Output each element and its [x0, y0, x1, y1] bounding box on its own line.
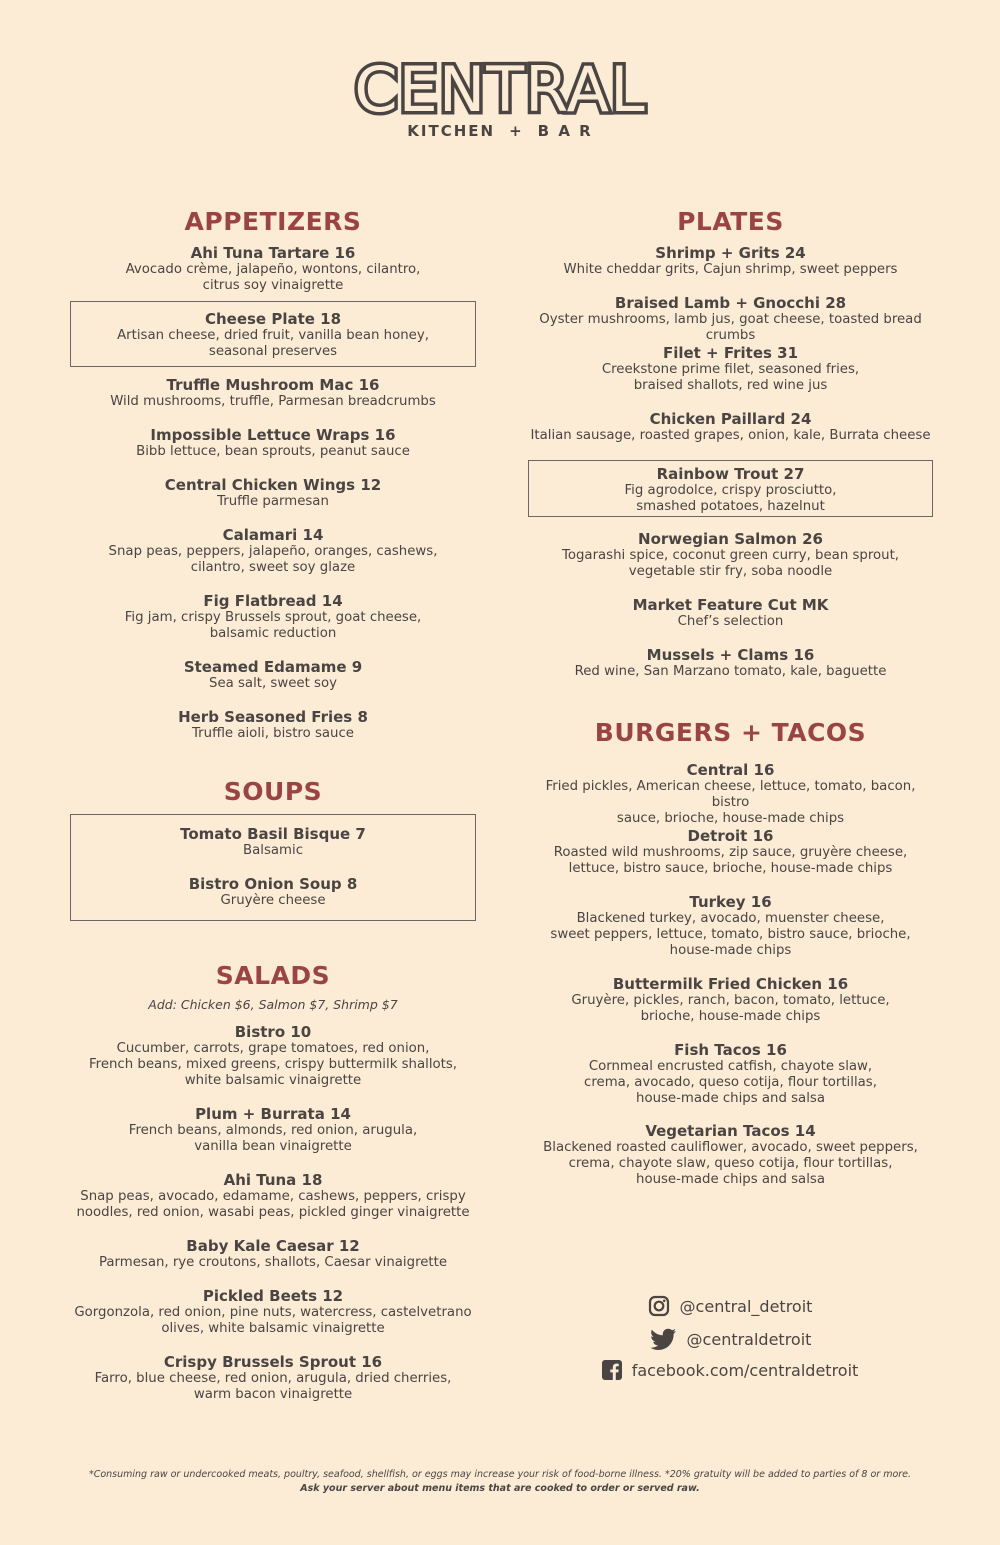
menu-item	[70, 592, 476, 642]
menu-item	[528, 975, 933, 1025]
logo-title: CENTRAL	[354, 53, 646, 126]
menu-item-description: Snap peas, avocado, edamame, cashews, peppers, crispy	[80, 1189, 466, 1204]
menu-item	[70, 825, 476, 859]
menu-item	[528, 244, 933, 278]
menu-item-description: seasonal preserves	[208, 344, 338, 359]
left-column	[70, 0, 476, 1545]
menu-item-description: Farro, blue cheese, red onion, arugula, dried cherries,	[94, 1371, 452, 1386]
menu-item-description: Chef’s selection	[677, 614, 784, 629]
menu-item-description: Roasted wild mushrooms, zip sauce, gruyère cheese,	[553, 845, 908, 860]
instagram-link[interactable]	[560, 1295, 900, 1317]
menu-item-name: Impossible Lettuce Wraps 16	[150, 426, 396, 444]
menu-item-description: vegetable stir fry, soba noodle	[628, 564, 833, 579]
salads-add-on-note: Add: Chicken $6, Salmon $7, Shrimp $7	[148, 997, 398, 1012]
menu-item-description: smashed potatoes, hazelnut	[636, 499, 825, 514]
menu-item-name: Ahi Tuna 18	[223, 1171, 323, 1189]
menu-item-description: Fig agrodolce, crispy prosciutto,	[624, 483, 837, 498]
menu-item-description: Gorgonzola, red onion, pine nuts, watercress, castelvetrano	[74, 1305, 472, 1320]
menu-item-description: Artisan cheese, dried fruit, vanilla bean honey,	[117, 328, 429, 343]
menu-item-name: Pickled Beets 12	[202, 1287, 344, 1305]
menu-item-description: Sea salt, sweet soy	[209, 676, 337, 691]
menu-item-description: Fig jam, crispy Brussels sprout, goat cheese,	[124, 610, 422, 625]
menu-item-name: Fig Flatbread 14	[203, 592, 343, 610]
menu-item	[70, 1105, 476, 1155]
rainbow-trout-highlight-box	[528, 460, 933, 517]
menu-item-description: house-made chips and salsa	[636, 1172, 825, 1187]
logo-sub-plus: +	[509, 122, 524, 140]
plates-title: PLATES	[677, 207, 784, 236]
menu-item-description: Wild mushrooms, truffle, Parmesan breadcrumbs	[110, 394, 436, 409]
menu-item-description: French beans, mixed greens, crispy buttermilk shallots,	[88, 1057, 458, 1072]
menu-item-description: cilantro, sweet soy glaze	[190, 560, 356, 575]
twitter-icon	[649, 1328, 677, 1350]
menu-item-name: Tomato Basil Bisque 7	[180, 825, 366, 843]
menu-item-name: Cheese Plate 18	[204, 310, 342, 328]
cheese-plate-highlight-box	[70, 301, 476, 367]
menu-item-description: Fried pickles, American cheese, lettuce, tomato, bacon, bistro	[545, 779, 916, 810]
menu-item-description: Gruyère, pickles, ranch, bacon, tomato, lettuce,	[571, 993, 890, 1008]
menu-item-name: Filet + Frites 31	[662, 344, 799, 362]
menu-item-description: Togarashi spice, coconut green curry, bean sprout,	[561, 548, 900, 563]
menu-item-description: braised shallots, red wine jus	[633, 378, 828, 393]
menu-item-description: house-made chips and salsa	[636, 1091, 825, 1106]
menu-item-description: warm bacon vinaigrette	[193, 1387, 353, 1402]
menu-item-description: Blackened roasted cauliflower, avocado, sweet peppers,	[543, 1140, 918, 1155]
instagram-icon	[648, 1295, 670, 1317]
menu-item-name: Truffle Mushroom Mac 16	[166, 376, 380, 394]
soups-title: SOUPS	[223, 777, 323, 806]
menu-item	[528, 761, 933, 827]
menu-item-description: citrus soy vinaigrette	[202, 278, 344, 293]
menu-item-description: white balsamic vinaigrette	[184, 1073, 362, 1088]
facebook-url: facebook.com/centraldetroit	[631, 1360, 859, 1380]
menu-item-name: Chicken Paillard 24	[649, 410, 812, 428]
menu-item-description: Truffle aioli, bistro sauce	[192, 726, 354, 741]
footer-line-1: *Consuming raw or undercooked meats, poultry, seafood, shellfish, or eggs may increase your risk of food-borne illness. *20% gratuity will be added to parties of 8 or more.	[88, 1469, 912, 1480]
menu-item	[528, 827, 933, 877]
menu-item-description: sauce, brioche, house-made chips	[616, 811, 845, 826]
menu-item-description: crumbs	[705, 328, 756, 343]
menu-item-description: sweet peppers, lettuce, tomato, bistro sauce, brioche,	[550, 927, 911, 942]
menu-item-name: Central 16	[686, 761, 775, 779]
menu-item-description: Balsamic	[243, 843, 303, 858]
menu-item-description: French beans, almonds, red onion, arugula,	[128, 1123, 418, 1138]
menu-item-description: Parmesan, rye croutons, shallots, Caesar vinaigrette	[98, 1255, 448, 1270]
menu-item-description: Avocado crème, jalapeño, wontons, cilantro,	[125, 262, 421, 277]
menu-item	[70, 244, 476, 294]
menu-item-name: Fish Tacos 16	[674, 1041, 787, 1059]
menu-item-description: Oyster mushrooms, lamb jus, goat cheese, toasted bread	[539, 312, 922, 327]
logo-sub-bar: B A R	[537, 122, 593, 140]
menu-item-name: Plum + Burrata 14	[195, 1105, 351, 1123]
menu-item-description: brioche, house-made chips	[640, 1009, 821, 1024]
menu-item	[528, 344, 933, 394]
menu-item-name: Mussels + Clams 16	[646, 646, 815, 664]
menu-item	[70, 1023, 476, 1089]
menu-item-description: Snap peas, peppers, jalapeño, oranges, cashews,	[108, 544, 438, 559]
menu-item-name: Baby Kale Caesar 12	[186, 1237, 360, 1255]
menu-item-name: Central Chicken Wings 12	[164, 476, 382, 494]
menu-item	[70, 526, 476, 576]
menu-item	[528, 530, 933, 580]
menu-item	[70, 1287, 476, 1337]
twitter-handle: @centraldetroit	[686, 1329, 812, 1349]
menu-item-name: Calamari 14	[222, 526, 324, 544]
menu-item-description: Truffle parmesan	[217, 494, 329, 509]
logo-sub-kitchen: KITCHEN	[407, 122, 496, 140]
menu-item	[528, 1122, 933, 1188]
menu-item-description: Blackened turkey, avocado, muenster cheese,	[576, 911, 885, 926]
menu-item-name: Shrimp + Grits 24	[655, 244, 806, 262]
burgers-tacos-title: BURGERS + TACOS	[594, 718, 867, 747]
appetizers-title: APPETIZERS	[184, 207, 362, 236]
footer-line-2: Ask your server about menu items that are cooked to order or served raw.	[300, 1483, 700, 1494]
menu-item-description: Bibb lettuce, bean sprouts, peanut sauce	[136, 444, 410, 459]
menu-item-name: Turkey 16	[689, 893, 772, 911]
menu-item-description: noodles, red onion, wasabi peas, pickled ginger vinaigrette	[76, 1205, 470, 1220]
menu-item	[70, 376, 476, 410]
menu-item-name: Herb Seasoned Fries 8	[178, 708, 368, 726]
menu-item-description: crema, avocado, queso cotija, flour tortillas,	[584, 1075, 877, 1090]
menu-item	[70, 426, 476, 460]
facebook-link[interactable]	[560, 1360, 900, 1380]
menu-item-name: Vegetarian Tacos 14	[645, 1122, 816, 1140]
menu-item	[70, 1171, 476, 1221]
menu-item-description: Cornmeal encrusted catfish, chayote slaw,	[588, 1059, 873, 1074]
salads-title: SALADS	[215, 961, 331, 990]
menu-item-description: balsamic reduction	[209, 626, 337, 641]
instagram-handle: @central_detroit	[679, 1296, 813, 1316]
footer-disclaimer	[0, 1468, 1000, 1496]
social-links	[560, 1295, 900, 1385]
menu-item-description: Red wine, San Marzano tomato, kale, baguette	[574, 664, 887, 679]
menu-item-description: house-made chips	[669, 943, 792, 958]
menu-item-description: Creekstone prime filet, seasoned fries,	[601, 362, 860, 377]
menu-item-name: Braised Lamb + Gnocchi 28	[614, 294, 847, 312]
menu-item	[528, 410, 933, 444]
menu-item	[70, 476, 476, 510]
menu-item-description: Cucumber, carrots, grape tomatoes, red onion,	[116, 1041, 430, 1056]
menu-item-name: Market Feature Cut MK	[632, 596, 829, 614]
menu-item-name: Norwegian Salmon 26	[638, 530, 823, 548]
menu-item-description: crema, chayote slaw, queso cotija, flour tortillas,	[568, 1156, 893, 1171]
menu-item-description: Gruyère cheese	[220, 893, 326, 908]
menu-item	[70, 708, 476, 742]
menu-item	[528, 893, 933, 959]
menu-item-description: lettuce, bistro sauce, brioche, house-made chips	[568, 861, 893, 876]
twitter-link[interactable]	[560, 1328, 900, 1350]
menu-item-name: Bistro 10	[234, 1023, 312, 1041]
menu-item	[70, 1237, 476, 1271]
menu-item	[528, 1041, 933, 1107]
menu-item	[528, 294, 933, 344]
menu-item-description: White cheddar grits, Cajun shrimp, sweet peppers	[563, 262, 898, 277]
menu-item-name: Steamed Edamame 9	[183, 658, 363, 676]
menu-item	[70, 875, 476, 909]
menu-item	[528, 646, 933, 680]
menu-item-name: Bistro Onion Soup 8	[188, 875, 358, 893]
menu-item-name: Buttermilk Fried Chicken 16	[612, 975, 849, 993]
menu-item-description: vanilla bean vinaigrette	[194, 1139, 352, 1154]
menu-item-description: olives, white balsamic vinaigrette	[161, 1321, 385, 1336]
menu-item-name: Crispy Brussels Sprout 16	[163, 1353, 383, 1371]
menu-item-description: Italian sausage, roasted grapes, onion, kale, Burrata cheese	[530, 428, 931, 443]
menu-item-name: Ahi Tuna Tartare 16	[190, 244, 356, 262]
menu-item	[528, 596, 933, 630]
menu-item	[70, 1353, 476, 1403]
menu-item-name: Detroit 16	[687, 827, 774, 845]
menu-item	[70, 658, 476, 692]
menu-item-name: Rainbow Trout 27	[656, 465, 805, 483]
facebook-icon	[602, 1360, 622, 1380]
